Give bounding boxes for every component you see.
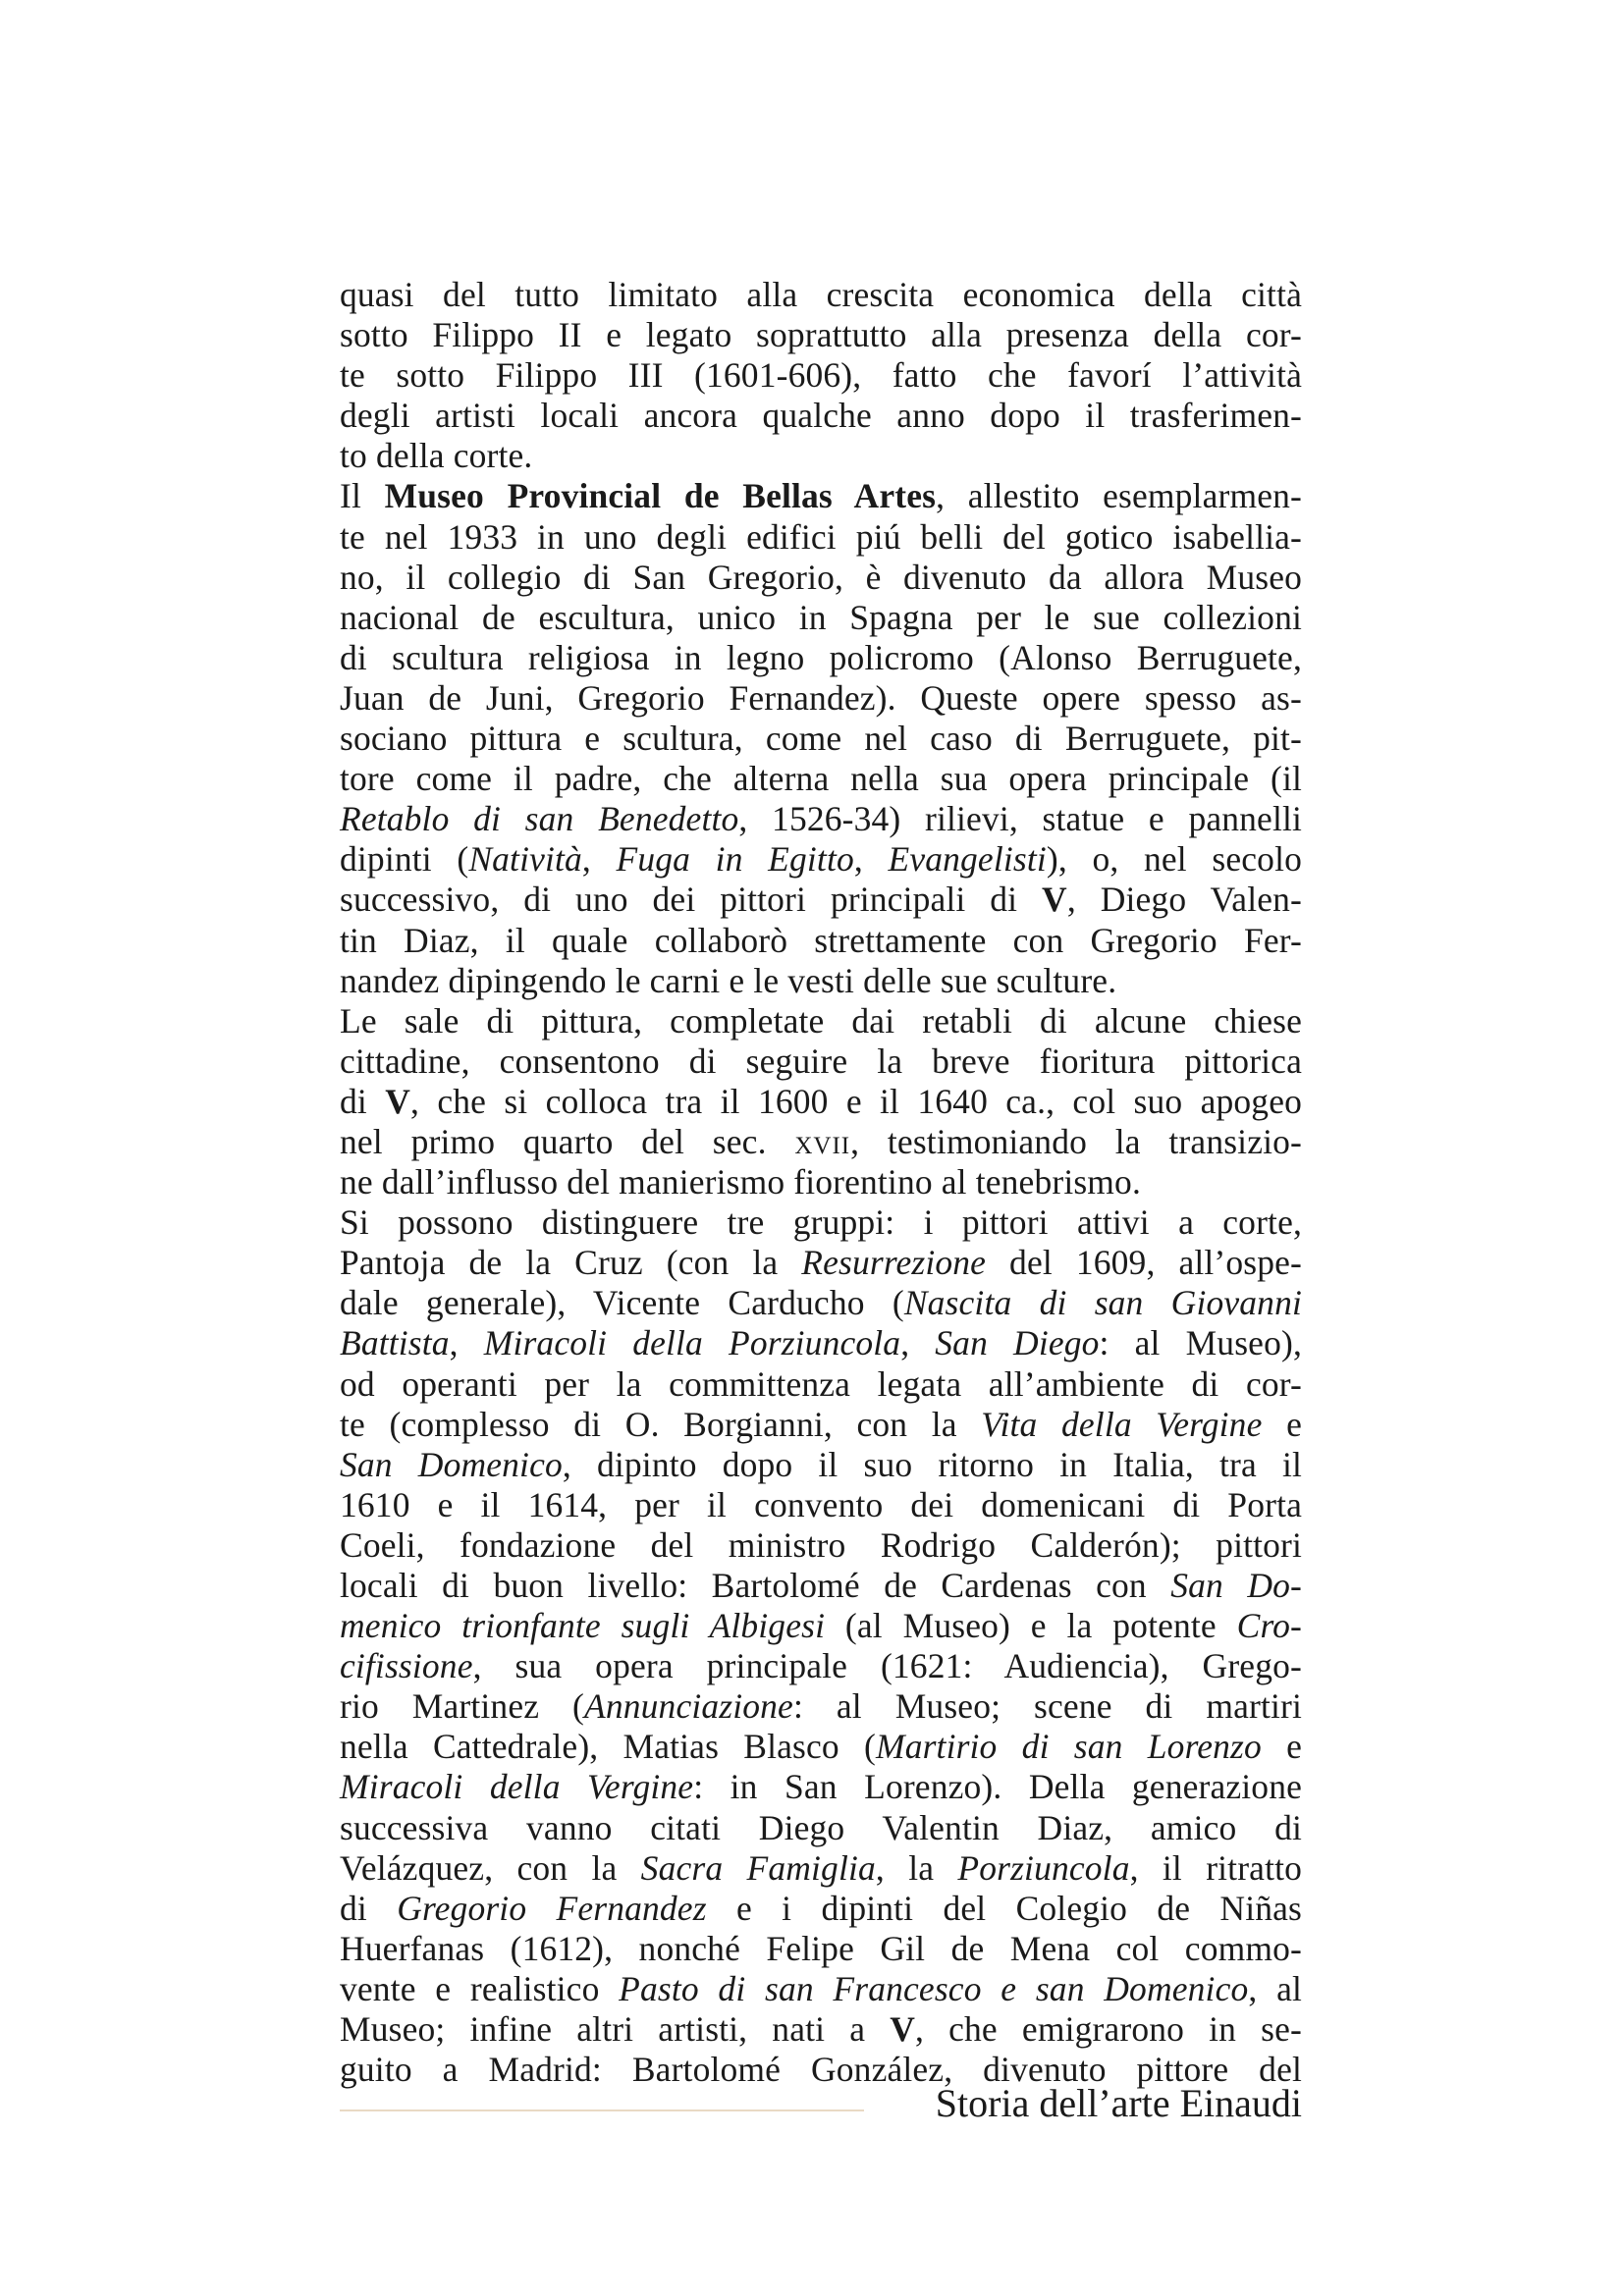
text-line [340,1082,1302,1122]
text-run: : in San Lorenzo). Della generazione [693,1767,1303,1807]
text-run: Pantoja de la Cruz (con la [340,1243,802,1283]
text-line [340,678,1302,719]
text-run: e [1262,1404,1302,1444]
text-run: , allestito esemplarmen- [936,476,1302,516]
text-run: ), o, nel secolo [1046,839,1302,880]
text-line [340,517,1302,558]
text-line [340,1041,1302,1082]
text-run: successivo, di uno dei pittori principali di [340,880,1043,920]
text-run: dipinti ( [340,839,469,880]
italic-title: Evangelisti [888,839,1047,880]
text-line [340,315,1302,355]
text-run: Le sale di pittura, completate dai retabli di alcune chiese [340,1000,1302,1041]
italic-title: menico trionfante sugli Albigesi [340,1606,826,1646]
text-run: Huerfanas (1612), nonché Felipe Gil de Mena col commo- [340,1928,1302,1968]
text-line [340,1283,1302,1323]
text-run: successiva vanno citati Diego Valentin Diaz, amico di [340,1807,1302,1847]
text-run: sociano pittura e scultura, come nel caso di Berruguete, pit- [340,719,1302,759]
italic-title: San Diego [935,1323,1100,1363]
text-run: nandez dipingendo le carni e le vesti delle sue sculture. [340,960,1117,1000]
italic-title: Martirio di san Lorenzo [875,1727,1262,1767]
text-run: guito a Madrid: Bartolomé González, divenuto pittore del [340,2050,1302,2090]
text-run: tin Diaz, il quale collaborò strettamente con Gregorio Fer- [340,920,1302,960]
text-run: to della corte. [340,436,533,476]
text-line [340,476,1302,516]
text-line [340,1445,1302,1485]
italic-title: cifissione [340,1646,473,1686]
text-run: Il [340,476,385,516]
text-line [340,1323,1302,1363]
italic-title: Fuga in Egitto [616,839,854,880]
text-run: , [853,839,889,880]
italic-title: Natività [468,839,582,880]
text-run: , testimoniando la transizio- [850,1121,1302,1161]
text-run: quasi del tutto limitato alla crescita economica della città [340,275,1302,314]
text-line [340,1202,1302,1243]
text-run: , Diego Valen- [1066,880,1302,920]
text-line [340,1889,1302,1929]
text-line [340,1646,1302,1686]
text-run: , il ritratto [1129,1847,1302,1888]
text-run: : al Museo), [1099,1323,1302,1363]
text-line [340,1485,1302,1525]
italic-title: Pasto di san Francesco e san Domenico [619,1968,1249,2008]
text-line [340,961,1302,1001]
italic-title: Miracoli della Vergine [340,1767,694,1807]
text-run: : al Museo; scene di martiri [792,1686,1302,1727]
text-line [340,2009,1302,2050]
text-run: sotto Filippo II e legato soprattutto alla presenza della cor- [340,315,1302,355]
text-line [340,1525,1302,1566]
text-run: , che si colloca tra il 1600 e il 1640 ca., col suo apogeo [410,1081,1302,1121]
italic-title: Resurrezione [801,1243,987,1283]
body-text [340,275,1302,2090]
bold-text: V [385,1081,411,1121]
italic-title: Vita della Vergine [981,1404,1263,1444]
text-line [340,1969,1302,2009]
text-run: , che emigrarono in se- [915,2009,1302,2050]
text-run: nel primo quarto del sec. [340,1121,795,1161]
text-run: te nel 1933 in uno degli edifici piú belli del gotico isabellia- [340,516,1302,557]
italic-title: San Do- [1170,1566,1302,1605]
text-run: locali di buon livello: Bartolomé de Cardenas con [340,1566,1171,1605]
text-run: , [449,1323,484,1363]
text-run: , [900,1323,936,1363]
italic-title: Annunciazione [584,1686,793,1727]
text-run: , 1526-34) rilievi, statue e pannelli [738,799,1302,839]
text-run: xvii [794,1121,851,1161]
text-run: rio Martinez ( [340,1686,585,1727]
text-line [340,1686,1302,1727]
text-run: di [340,1081,386,1121]
italic-title: Battista [340,1323,450,1363]
text-run: te sotto Filippo III (1601-606), fatto che favorí l’attività [340,355,1302,396]
text-line [340,759,1302,799]
text-line [340,839,1302,880]
text-line [340,355,1302,396]
text-line [340,436,1302,476]
text-run: e [1261,1727,1303,1767]
text-run: Coeli, fondazione del ministro Rodrigo Calderón); pittori [340,1524,1302,1565]
text-line [340,1566,1302,1606]
text-line [340,638,1302,678]
text-run: 1610 e il 1614, per il convento dei domenicani di Porta [340,1484,1302,1524]
text-run: cittadine, consentono di seguire la breve fioritura pittorica [340,1041,1302,1081]
text-run: ne dall’influsso del manierismo fiorentino al tenebrismo. [340,1162,1141,1202]
text-line [340,1848,1302,1889]
text-run: del 1609, all’ospe- [986,1243,1302,1283]
text-run: nacional de escultura, unico in Spagna per le sue collezioni [340,597,1302,637]
text-line [340,921,1302,961]
text-line [340,1243,1302,1283]
text-run: dale generale), Vicente Carducho ( [340,1283,904,1323]
text-run: Si possono distinguere tre gruppi: i pittori attivi a corte, [340,1202,1302,1243]
footer-rule [340,2109,864,2111]
italic-title: Sacra Famiglia [640,1847,876,1888]
footer-title: Storia dell’arte Einaudi [935,2081,1302,2125]
text-run: vente e realistico [340,1968,620,2008]
bold-text: Museo Provincial de Bellas Artes [384,476,937,516]
italic-title: Retablo di san Benedetto [340,799,739,839]
text-line [340,558,1302,598]
text-run: di scultura religiosa in legno policromo (Alonso Berruguete, [340,637,1302,677]
text-run: , sua opera principale (1621: Audiencia), Grego- [472,1646,1302,1686]
text-line [340,1364,1302,1405]
italic-title: Cro- [1236,1606,1302,1646]
bold-text: V [1042,880,1067,920]
text-run: no, il collegio di San Gregorio, è divenuto da allora Museo [340,557,1302,597]
text-line [340,1162,1302,1202]
text-line [340,1727,1302,1767]
text-line [340,275,1302,315]
page-footer [340,2079,1302,2128]
italic-title: Miracoli della Porziuncola [483,1323,901,1363]
text-run: nella Cattedrale), Matias Blasco ( [340,1727,876,1767]
text-line [340,1122,1302,1162]
italic-title: San Domenico [340,1444,563,1484]
text-run: te (complesso di O. Borgianni, con la [340,1404,982,1444]
text-run: , al [1248,1968,1302,2008]
text-line [340,396,1302,436]
text-line [340,1001,1302,1041]
text-line [340,719,1302,759]
text-run: Juan de Juni, Gregorio Fernandez). Queste opere spesso as- [340,677,1302,718]
text-line [340,1808,1302,1848]
text-run: degli artisti locali ancora qualche anno dopo il trasferimen- [340,396,1302,436]
text-run: , [581,839,617,880]
text-run: , dipinto dopo il suo ritorno in Italia, tra il [562,1444,1302,1484]
bold-text: V [890,2009,916,2050]
text-run: od operanti per la committenza legata all’ambiente di cor- [340,1363,1302,1404]
text-line [340,799,1302,839]
text-line [340,598,1302,638]
text-line [340,1767,1302,1807]
text-run: (al Museo) e la potente [825,1606,1237,1646]
text-line [340,880,1302,920]
italic-title: Porziuncola [957,1847,1130,1888]
italic-title: Nascita di san Giovanni [903,1283,1302,1323]
text-line [340,1606,1302,1646]
text-run: Velázquez, con la [340,1847,641,1888]
italic-title: Gregorio Fernandez [397,1888,707,1928]
text-run: tore come il padre, che alterna nella sua opera principale (il [340,759,1302,799]
text-line [340,1929,1302,1969]
text-run: , la [875,1847,958,1888]
text-run: e i dipinti del Colegio de Niñas [706,1888,1302,1928]
text-run: di [340,1888,398,1928]
text-run: Museo; infine altri artisti, nati a [340,2009,891,2050]
text-line [340,1405,1302,1445]
